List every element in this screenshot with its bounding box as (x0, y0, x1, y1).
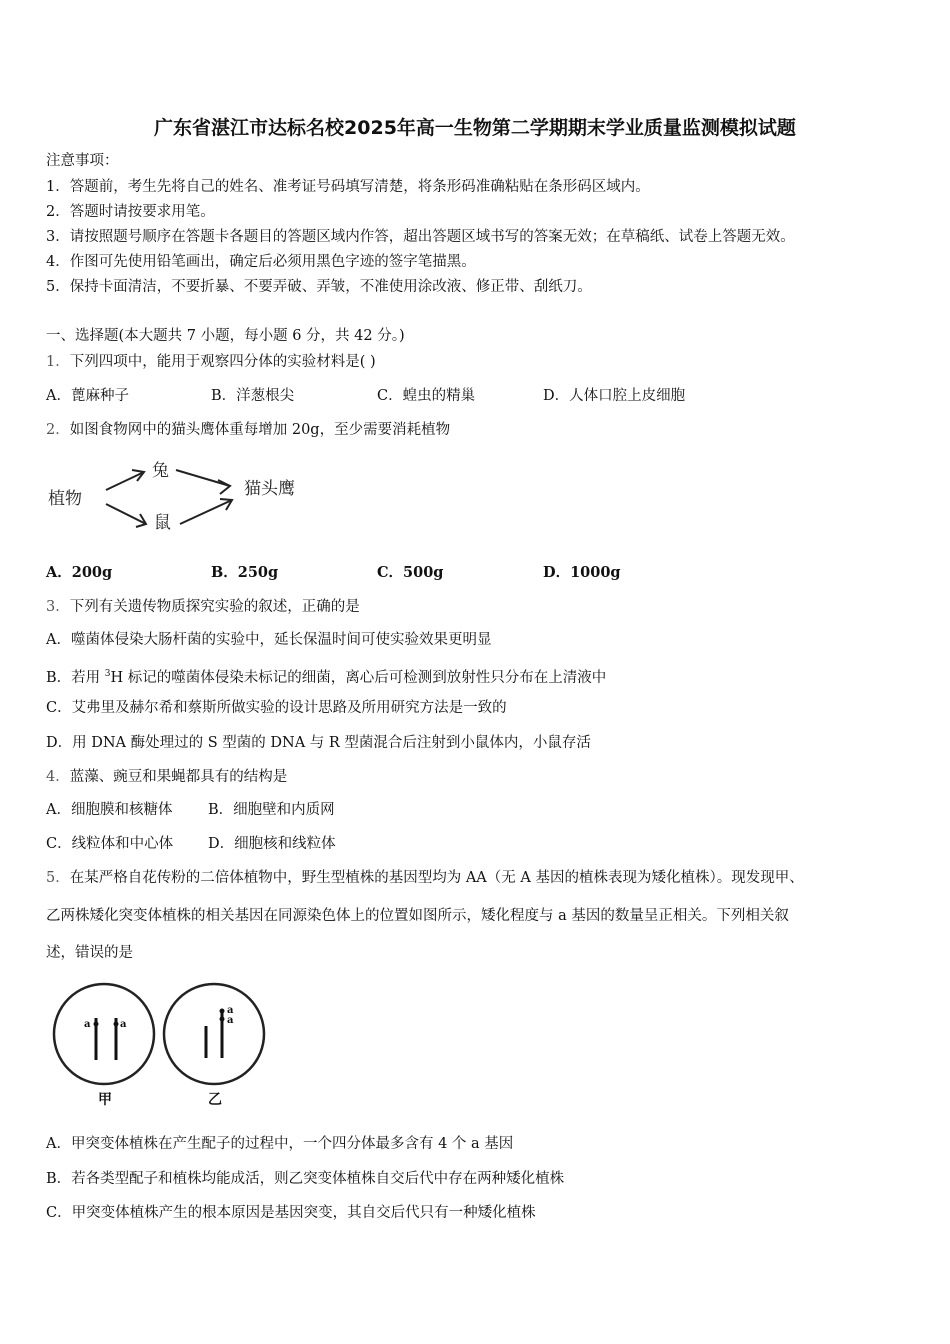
notice-item-4: 4．作图可先使用铅笔画出，确定后必须用黑色字迹的签字笔描黑。 (46, 254, 476, 270)
q1-option-a: A．蓖麻种子 (46, 388, 129, 404)
q1-option-c: C．蝗虫的精巢 (377, 388, 476, 404)
question-2-number: 2． (46, 422, 70, 438)
notice-item-5: 5．保持卡面清洁，不要折暴、不要弄破、弄皱，不准使用涂改液、修正带、刮纸刀。 (46, 279, 592, 295)
question-3-number: 3． (46, 599, 70, 615)
notice-item-2: 2．答题时请按要求用笔。 (46, 204, 215, 220)
label-yi: 乙 (208, 1092, 222, 1108)
q3-option-b (46, 664, 606, 688)
arrow-plant-rabbit (106, 472, 144, 490)
question-2-stem: 如图食物网中的猫头鹰体重每增加 20g，至少需要消耗植物 (69, 422, 451, 438)
question-3-stem: 下列有关遗传物质探究实验的叙述，正确的是 (69, 599, 360, 615)
notice-item-1: 1．答题前，考生先将自己的姓名、准考证号码填写清楚，将条形码准确粘贴在条形码区域内。 (46, 179, 650, 195)
arrow-mouse-owl (180, 500, 232, 524)
q4-option-a: A．细胞膜和核糖体 (46, 802, 173, 818)
q3-option-b-prefix: B．若用 (46, 669, 105, 686)
q2-option-d: D．1000g (543, 564, 621, 581)
q3-option-d: D．用 DNA 酶处理过的 S 型菌的 DNA 与 R 型菌混合后注射到小鼠体内，小鼠存活 (46, 735, 591, 751)
jia-gene-locus-1 (94, 1022, 99, 1027)
q4-option-d: D．细胞核和线粒体 (208, 836, 336, 852)
question-3 (46, 597, 360, 617)
q1-option-b: B．洋葱根尖 (211, 388, 295, 404)
yi-gene-label-1: a (227, 1005, 234, 1016)
food-web-plant: 植物 (48, 489, 82, 509)
jia-gene-locus-2 (114, 1022, 119, 1027)
question-5 (46, 868, 804, 888)
jia-gene-label-2: a (120, 1019, 127, 1030)
q3-option-a: A．噬菌体侵染大肠杆菌的实验中，延长保温时间可使实验效果更明显 (46, 632, 492, 648)
q5-option-a: A．甲突变体植株在产生配子的过程中，一个四分体最多含有 4 个 a 基因 (46, 1136, 514, 1152)
question-2 (46, 420, 450, 440)
yi-gene-label-2: a (227, 1015, 234, 1026)
food-web-diagram (40, 448, 320, 538)
question-1-number: 1． (46, 354, 70, 370)
exam-title: 广东省湛江市达标名校2025年高一生物第二学期期末学业质量监测模拟试题 (154, 117, 796, 139)
question-5-stem-line-3: 述，错误的是 (46, 945, 133, 961)
q1-option-d: D．人体口腔上皮细胞 (543, 388, 686, 404)
q4-option-c: C．线粒体和中心体 (46, 836, 174, 852)
food-web-owl: 猫头鹰 (244, 479, 295, 499)
food-web-mouse: 鼠 (154, 513, 171, 533)
section-heading: 一、选择题(本大题共 7 小题，每小题 6 分，共 42 分。) (46, 328, 405, 344)
q3-option-b-superscript: 3 (104, 669, 111, 679)
q2-option-b: B．250g (211, 564, 279, 581)
q5-option-b: B．若各类型配子和植株均能成活，则乙突变体植株自交后代中存在两种矮化植株 (46, 1171, 565, 1187)
question-4 (46, 767, 287, 787)
q2-option-c: C．500g (377, 564, 444, 581)
yi-gene-locus-1 (220, 1009, 225, 1014)
cell-jia (54, 984, 154, 1084)
question-5-stem-line-1: 在某严格自花传粉的二倍体植物中，野生型植株的基因型均为 AA（无 A 基因的植株表现为矮化植株）。现发现甲、 (69, 870, 804, 886)
q4-option-b: B．细胞壁和内质网 (208, 802, 335, 818)
food-web-rabbit: 兔 (152, 461, 169, 481)
q3-option-b-text: H 标记的噬菌体侵染未标记的细菌，离心后可检测到放射性只分布在上清液中 (110, 669, 607, 686)
question-1 (46, 352, 376, 372)
question-5-number: 5． (46, 870, 70, 886)
label-jia: 甲 (98, 1092, 112, 1108)
cell-yi (164, 984, 264, 1084)
question-4-stem: 蓝藻、豌豆和果蝇都具有的结构是 (69, 769, 288, 785)
arrow-rabbit-owl (176, 470, 230, 486)
jia-gene-label-1: a (84, 1019, 91, 1030)
q3-option-c: C．艾弗里及赫尔希和蔡斯所做实验的设计思路及所用研究方法是一致的 (46, 700, 507, 716)
notice-heading: 注意事项： (46, 153, 119, 169)
yi-gene-locus-2 (220, 1017, 225, 1022)
chromosome-diagram (46, 978, 276, 1113)
question-5-stem-line-2: 乙两株矮化突变体植株的相关基因在同源染色体上的位置如图所示，矮化程度与 a 基因的数量呈正相关。下列相关叙 (46, 908, 789, 924)
question-1-stem: 下列四项中，能用于观察四分体的实验材料是( ) (69, 354, 376, 370)
q2-option-a: A．200g (46, 564, 113, 581)
q5-option-c: C．甲突变体植株产生的根本原因是基因突变，其自交后代只有一种矮化植株 (46, 1205, 536, 1221)
notice-item-3: 3．请按照题号顺序在答题卡各题目的答题区域内作答，超出答题区域书写的答案无效；在草稿纸、试卷上答题无效。 (46, 229, 795, 245)
question-4-number: 4． (46, 769, 70, 785)
